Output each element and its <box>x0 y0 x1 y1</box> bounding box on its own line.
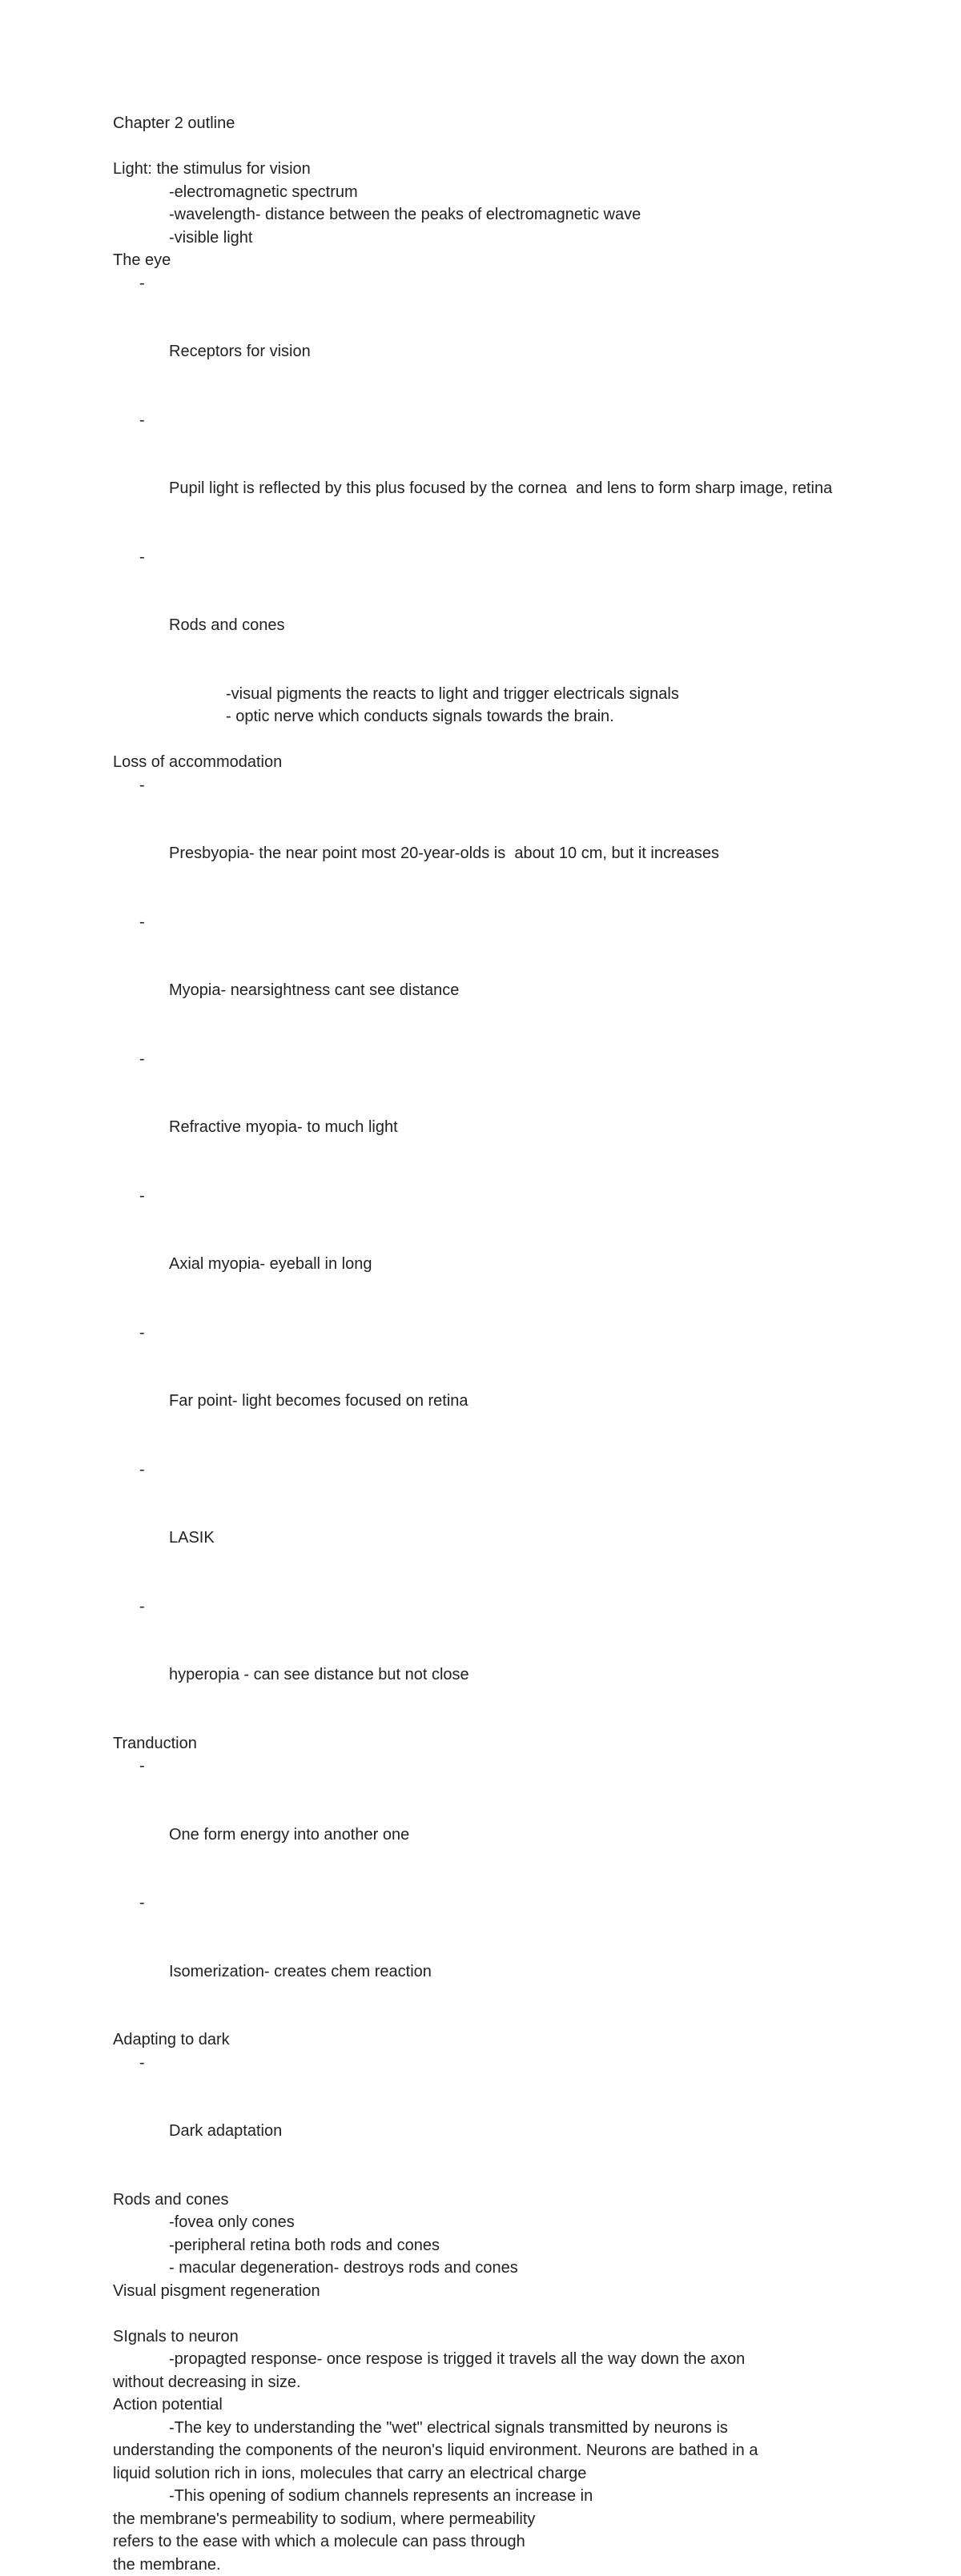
blank-line <box>113 135 858 158</box>
bullet-text: Isomerization- creates chem reaction <box>169 1960 858 1984</box>
bullet-item <box>113 1892 858 2028</box>
bullet-item <box>113 546 858 683</box>
bullet-item <box>113 1755 858 1892</box>
dash-bullet-icon: - <box>139 1322 145 1345</box>
document-body <box>113 112 858 2576</box>
section-heading-signals-to-neuron: SIgnals to neuron <box>113 2325 858 2349</box>
paragraph-first-line: -This opening of sodium channels represents an increase in <box>113 2485 858 2508</box>
dash-bullet-icon: - <box>139 774 145 797</box>
paragraph-first-line: -The key to understanding the "wet" electrical signals transmitted by neurons is <box>113 2417 858 2440</box>
dash-bullet-icon: - <box>139 1459 145 1482</box>
sub-list-item: - optic nerve which conducts signals towards the brain. <box>113 705 858 728</box>
dash-bullet-icon: - <box>139 409 145 432</box>
section-heading-rods-and-cones: Rods and cones <box>113 2189 858 2212</box>
bullet-text: hyperopia - can see distance but not close <box>169 1663 858 1687</box>
bullet-text: Receptors for vision <box>169 340 858 363</box>
section-heading-light: Light: the stimulus for vision <box>113 158 858 181</box>
dash-bullet-icon: - <box>139 2052 145 2075</box>
paragraph-line: refers to the ease with which a molecule can pass through <box>113 2530 858 2554</box>
bullet-text: One form energy into another one <box>169 1824 858 1847</box>
bullet-text: Pupil light is reflected by this plus focused by the cornea and lens to form sharp image, retina <box>169 477 858 500</box>
section-heading-loss-of-accommodation: Loss of accommodation <box>113 751 858 774</box>
dash-bullet-icon: - <box>139 272 145 295</box>
list-item: -electromagnetic spectrum <box>113 181 858 204</box>
bullet-text: Far point- light becomes focused on retina <box>169 1390 858 1413</box>
dash-bullet-icon: - <box>139 1595 145 1619</box>
dash-bullet-icon: - <box>139 1892 145 1915</box>
dash-bullet-icon: - <box>139 1755 145 1778</box>
bullet-item <box>113 1459 858 1595</box>
dash-bullet-icon: - <box>139 1185 145 1208</box>
bullet-item <box>113 774 858 911</box>
bullet-text: LASIK <box>169 1527 858 1550</box>
document-page <box>0 0 961 1243</box>
section-heading-visual-pigment-regeneration: Visual pisgment regeneration <box>113 2280 858 2303</box>
bullet-item <box>113 911 858 1048</box>
bullet-text: Refractive myopia- to much light <box>169 1116 858 1139</box>
bullet-item <box>113 409 858 546</box>
dash-bullet-icon: - <box>139 546 145 569</box>
section-heading-tranduction: Tranduction <box>113 1732 858 1755</box>
dash-bullet-icon: - <box>139 1048 145 1071</box>
paragraph-first-line: -propagted response- once respose is trigged it travels all the way down the axon <box>113 2348 858 2371</box>
dash-bullet-icon: - <box>139 911 145 934</box>
paragraph-line: liquid solution rich in ions, molecules that carry an electrical charge <box>113 2462 858 2486</box>
bullet-item <box>113 272 858 409</box>
bullet-text: Myopia- nearsightness cant see distance <box>169 979 858 1002</box>
list-item: -visible light <box>113 227 858 250</box>
list-item: -peripheral retina both rods and cones <box>113 2234 858 2257</box>
paragraph-line: understanding the components of the neuron's liquid environment. Neurons are bathed in a <box>113 2439 858 2462</box>
blank-line <box>113 2302 858 2325</box>
paragraph-line: the membrane's permeability to sodium, where permeability <box>113 2508 858 2531</box>
paragraph-line: without decreasing in size. <box>113 2371 858 2394</box>
list-item: -fovea only cones <box>113 2211 858 2234</box>
bullet-item <box>113 1322 858 1459</box>
section-heading-action-potential: Action potential <box>113 2393 858 2417</box>
sub-list-item: -visual pigments the reacts to light and trigger electricals signals <box>113 683 858 706</box>
section-heading-adapting-to-dark: Adapting to dark <box>113 2028 858 2052</box>
bullet-item <box>113 2052 858 2189</box>
list-item: - macular degeneration- destroys rods and cones <box>113 2257 858 2280</box>
document-title: Chapter 2 outline <box>113 112 858 135</box>
bullet-item <box>113 1595 858 1732</box>
bullet-text: Dark adaptation <box>169 2120 858 2143</box>
bullet-text: Rods and cones <box>169 614 858 637</box>
blank-line <box>113 728 858 752</box>
bullet-item <box>113 1185 858 1322</box>
list-item: -wavelength- distance between the peaks of electromagnetic wave <box>113 203 858 227</box>
bullet-text: Presbyopia- the near point most 20-year-olds is about 10 cm, but it increases <box>169 842 858 865</box>
paragraph-line: the membrane. <box>113 2554 858 2576</box>
bullet-text: Axial myopia- eyeball in long <box>169 1253 858 1276</box>
section-heading-the-eye: The eye <box>113 249 858 272</box>
bullet-item <box>113 1048 858 1185</box>
